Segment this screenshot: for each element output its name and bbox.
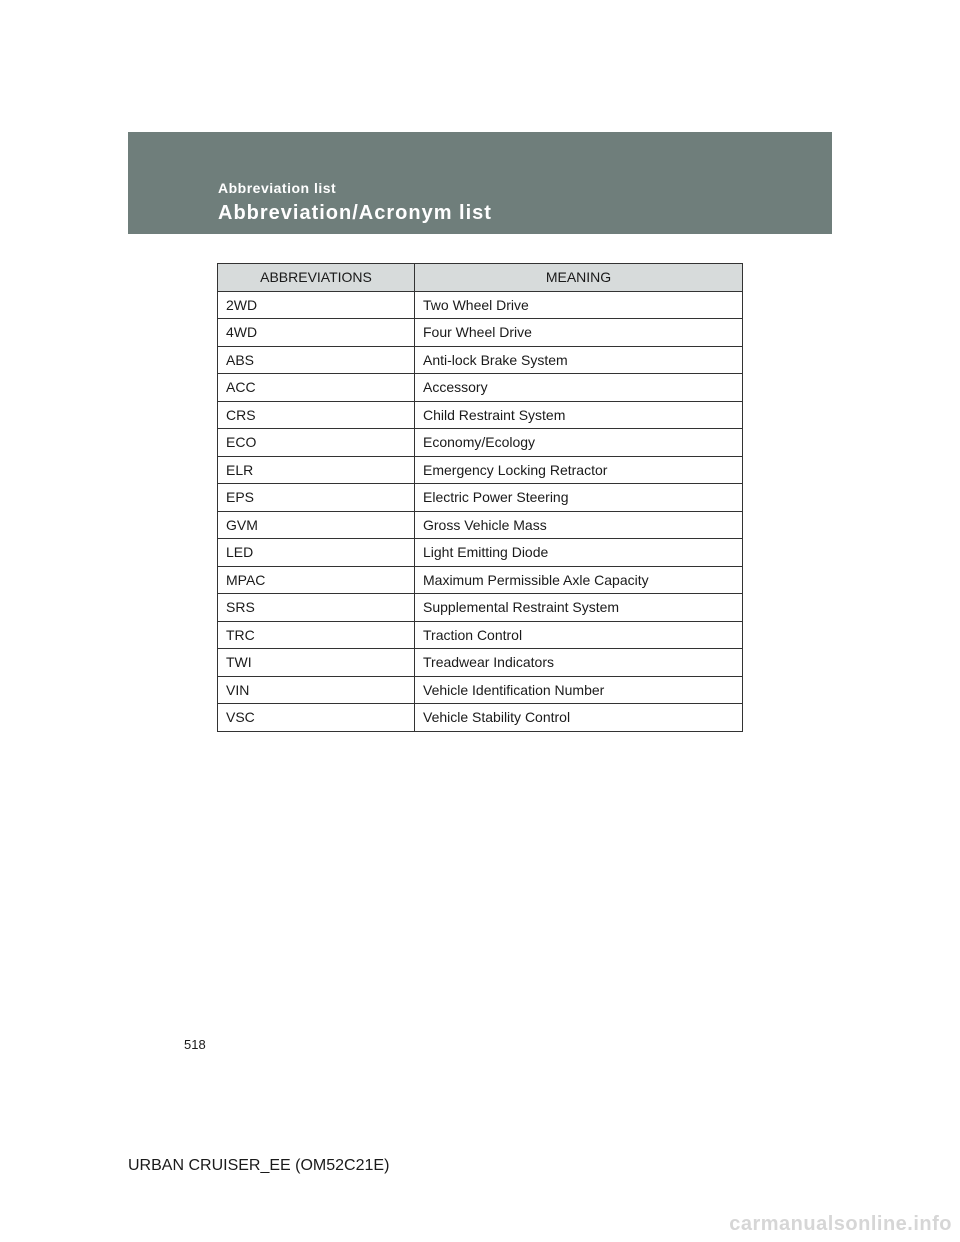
abbr-cell: CRS xyxy=(218,401,415,429)
abbr-cell: MPAC xyxy=(218,566,415,594)
header-band xyxy=(128,132,832,234)
meaning-cell: Gross Vehicle Mass xyxy=(415,511,743,539)
abbr-cell: VIN xyxy=(218,676,415,704)
footer-model-code: URBAN CRUISER_EE (OM52C21E) xyxy=(128,1157,390,1174)
table-row xyxy=(218,704,743,732)
table-row xyxy=(218,539,743,567)
abbr-cell: 2WD xyxy=(218,291,415,319)
table-row xyxy=(218,566,743,594)
table-row xyxy=(218,319,743,347)
abbr-cell: ACC xyxy=(218,374,415,402)
table-row xyxy=(218,401,743,429)
column-header-meaning: MEANING xyxy=(415,264,743,292)
meaning-cell: Anti-lock Brake System xyxy=(415,346,743,374)
meaning-cell: Child Restraint System xyxy=(415,401,743,429)
meaning-cell: Economy/Ecology xyxy=(415,429,743,457)
meaning-cell: Light Emitting Diode xyxy=(415,539,743,567)
table-row xyxy=(218,511,743,539)
table-row xyxy=(218,676,743,704)
page-number: 518 xyxy=(184,1037,206,1052)
meaning-cell: Electric Power Steering xyxy=(415,484,743,512)
abbr-cell: LED xyxy=(218,539,415,567)
watermark: carmanualsonline.info xyxy=(729,1213,952,1235)
table-row xyxy=(218,621,743,649)
table-header-row xyxy=(218,264,743,292)
section-label: Abbreviation list xyxy=(218,180,337,196)
abbreviation-table xyxy=(217,263,743,732)
table-row xyxy=(218,484,743,512)
table-row xyxy=(218,291,743,319)
abbr-cell: TWI xyxy=(218,649,415,677)
meaning-cell: Maximum Permissible Axle Capacity xyxy=(415,566,743,594)
meaning-cell: Treadwear Indicators xyxy=(415,649,743,677)
table-row xyxy=(218,374,743,402)
meaning-cell: Supplemental Restraint System xyxy=(415,594,743,622)
table-row xyxy=(218,346,743,374)
meaning-cell: Accessory xyxy=(415,374,743,402)
table-row xyxy=(218,649,743,677)
abbr-cell: SRS xyxy=(218,594,415,622)
column-header-abbreviations: ABBREVIATIONS xyxy=(218,264,415,292)
table-row xyxy=(218,594,743,622)
meaning-cell: Traction Control xyxy=(415,621,743,649)
abbr-cell: VSC xyxy=(218,704,415,732)
abbr-cell: GVM xyxy=(218,511,415,539)
abbr-cell: ABS xyxy=(218,346,415,374)
abbr-cell: ELR xyxy=(218,456,415,484)
meaning-cell: Two Wheel Drive xyxy=(415,291,743,319)
abbr-cell: EPS xyxy=(218,484,415,512)
table-row xyxy=(218,456,743,484)
meaning-cell: Four Wheel Drive xyxy=(415,319,743,347)
abbr-cell: TRC xyxy=(218,621,415,649)
meaning-cell: Vehicle Stability Control xyxy=(415,704,743,732)
abbr-cell: 4WD xyxy=(218,319,415,347)
abbr-cell: ECO xyxy=(218,429,415,457)
meaning-cell: Vehicle Identification Number xyxy=(415,676,743,704)
meaning-cell: Emergency Locking Retractor xyxy=(415,456,743,484)
page-title: Abbreviation/Acronym list xyxy=(218,202,492,224)
table-row xyxy=(218,429,743,457)
